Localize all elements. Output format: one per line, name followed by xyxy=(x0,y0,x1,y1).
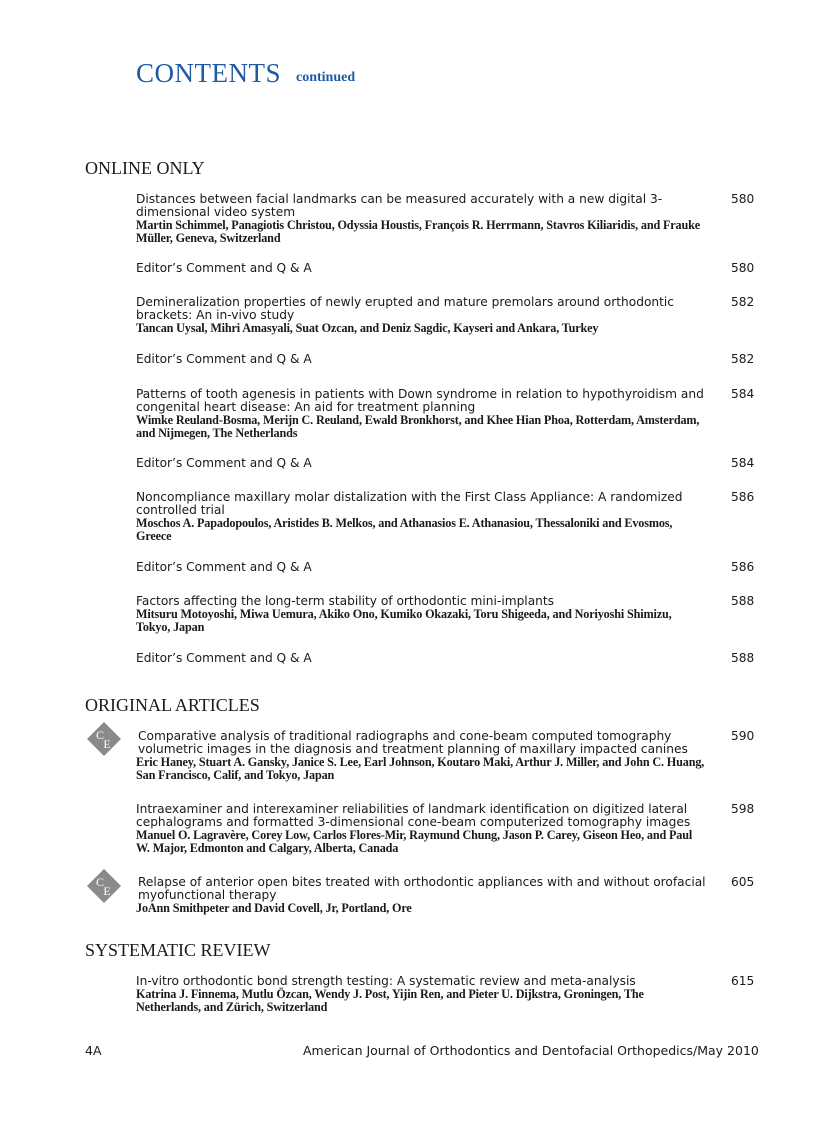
section-online-only: ONLINE ONLY xyxy=(85,158,205,178)
entry-title: Demineralization properties of newly erupted and mature premolars around orthodontic brackets: An in-vivo study xyxy=(136,295,674,322)
toc-entry[interactable] xyxy=(136,595,706,634)
entry-page: 586 xyxy=(731,490,755,504)
toc-entry[interactable] xyxy=(136,457,706,470)
entry-authors: Tancan Uysal, Mihri Amasyali, Suat Ozcan, and Deniz Sagdic, Kayseri and Ankara, Turkey xyxy=(136,321,599,335)
ce-badge-letter-c: C xyxy=(95,875,105,889)
ce-badge-icon xyxy=(86,868,122,904)
entry-authors: Mitsuru Motoyoshi, Miwa Uemura, Akiko Ono, Kumiko Okazaki, Toru Shigeeda, and Noriyoshi Shimizu, Tokyo, Japan xyxy=(136,607,672,634)
entry-page: 588 xyxy=(731,594,755,608)
toc-entry[interactable] xyxy=(136,296,706,335)
entry-page: 590 xyxy=(731,729,755,743)
toc-entry[interactable] xyxy=(136,803,706,855)
entry-page: 598 xyxy=(731,802,755,816)
ce-badge-letter-e: E xyxy=(103,737,111,751)
toc-entry[interactable] xyxy=(138,730,708,782)
section-original-articles: ORIGINAL ARTICLES xyxy=(85,695,260,715)
entry-title: Distances between facial landmarks can be measured accurately with a new digital 3-dimensional video system xyxy=(136,192,663,219)
entry-page: 584 xyxy=(731,456,755,470)
entry-title: Editor’s Comment and Q & A xyxy=(136,651,312,665)
entry-title: Patterns of tooth agenesis in patients with Down syndrome in relation to hypothyroidism and congenital heart disease: An aid for treatment planning xyxy=(136,387,704,414)
toc-entry[interactable] xyxy=(136,388,706,440)
entry-authors: Manuel O. Lagravère, Corey Low, Carlos Flores-Mir, Raymund Chung, Jason P. Carey, Giseon Heo, and Paul W. Major, Edmonton and Calgary, Alberta, Canada xyxy=(136,828,693,855)
entry-authors: Wimke Reuland-Bosma, Merijn C. Reuland, Ewald Bronkhorst, and Khee Hian Phoa, Rotterdam, Amsterdam, and Nijmegen, The Netherlands xyxy=(136,413,700,440)
entry-title: Editor’s Comment and Q & A xyxy=(136,261,312,275)
ce-badge-letter-e: E xyxy=(103,884,111,898)
entry-title: In-vitro orthodontic bond strength testing: A systematic review and meta-analysis xyxy=(136,974,636,988)
entry-authors: Eric Haney, Stuart A. Gansky, Janice S. Lee, Earl Johnson, Koutaro Maki, Arthur J. Miller, and John C. Huang, San Francisco, Calif, and Tokyo, Japan xyxy=(136,755,705,782)
entry-page: 588 xyxy=(731,651,755,665)
footer-journal: American Journal of Orthodontics and Dentofacial Orthopedics/May 2010 xyxy=(303,1043,759,1058)
entry-authors: Katrina J. Finnema, Mutlu Özcan, Wendy J. Post, Yijin Ren, and Pieter U. Dijkstra, Groningen, The Netherlands, and Zürich, Switzerland xyxy=(136,987,644,1014)
toc-entry[interactable] xyxy=(136,491,706,543)
page-subtitle: continued xyxy=(296,70,356,85)
toc-entry[interactable] xyxy=(138,876,708,915)
footer-page-number: 4A xyxy=(85,1043,102,1058)
entry-authors: Moschos A. Papadopoulos, Aristides B. Melkos, and Athanasios E. Athanasiou, Thessaloniki and Evosmos, Greece xyxy=(136,516,673,543)
entry-title: Intraexaminer and interexaminer reliabilities of landmark identification on digitized lateral cephalograms and formatted 3-dimensional cone-beam computerized tomography images xyxy=(136,802,691,829)
page-title: CONTENTS xyxy=(136,58,281,88)
entry-page: 582 xyxy=(731,352,755,366)
entry-title: Factors affecting the long-term stability of orthodontic mini-implants xyxy=(136,594,555,608)
toc-entry[interactable] xyxy=(136,561,706,574)
toc-entry[interactable] xyxy=(136,193,706,245)
entry-title: Editor’s Comment and Q & A xyxy=(136,352,312,366)
toc-entry[interactable] xyxy=(136,353,706,366)
toc-entry[interactable] xyxy=(136,262,706,275)
entry-authors: Martin Schimmel, Panagiotis Christou, Odyssia Houstis, François R. Herrmann, Stavros Kiliaridis, and Frauke Müller, Geneva, Switzerland xyxy=(136,218,701,245)
entry-page: 586 xyxy=(731,560,755,574)
toc-entry[interactable] xyxy=(136,975,706,1014)
ce-badge-icon xyxy=(86,721,122,757)
entry-title: Editor’s Comment and Q & A xyxy=(136,456,312,470)
toc-entry[interactable] xyxy=(136,652,706,665)
entry-title: Comparative analysis of traditional radiographs and cone-beam computed tomography volumetric images in the diagnosis and treatment planning of maxillary impacted canines xyxy=(138,729,688,756)
section-systematic-review: SYSTEMATIC REVIEW xyxy=(85,940,271,960)
entry-title: Editor’s Comment and Q & A xyxy=(136,560,312,574)
entry-authors: JoAnn Smithpeter and David Covell, Jr, Portland, Ore xyxy=(136,901,412,915)
entry-page: 582 xyxy=(731,295,755,309)
entry-page: 584 xyxy=(731,387,755,401)
ce-badge-letter-c: C xyxy=(95,728,105,742)
entry-page: 605 xyxy=(731,875,755,889)
entry-title: Noncompliance maxillary molar distalization with the First Class Appliance: A randomized controlled trial xyxy=(136,490,683,517)
entry-title: Relapse of anterior open bites treated with orthodontic appliances with and without orofacial myofunctional therapy xyxy=(138,875,706,902)
entry-page: 615 xyxy=(731,974,755,988)
entry-page: 580 xyxy=(731,192,755,206)
entry-page: 580 xyxy=(731,261,755,275)
